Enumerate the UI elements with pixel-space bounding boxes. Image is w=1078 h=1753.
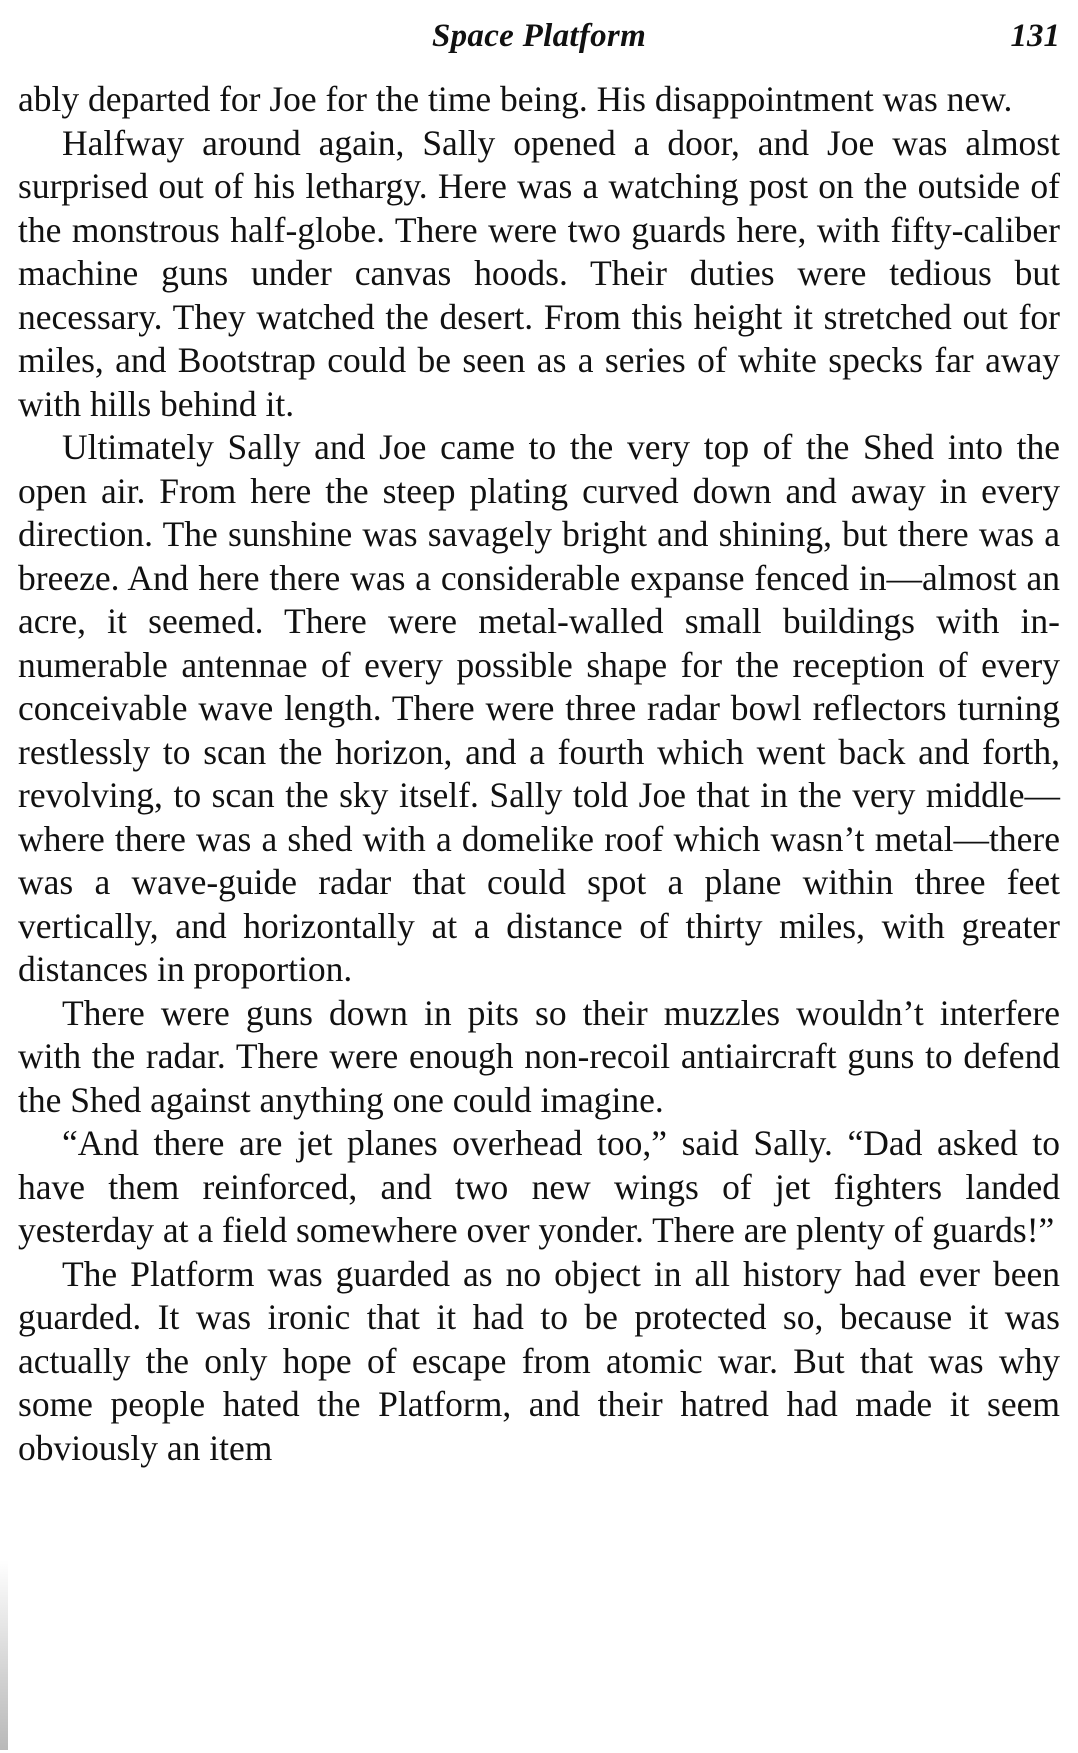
book-page [18,0,1060,1753]
paragraph: There were guns down in pits so their muzzles wouldn’t interfere with the radar. There were enough non-recoil antiaircraft guns to defend the Shed against anything one could imagine. [18,992,1060,1120]
paragraph: The Platform was guarded as no object in all history had ever been guarded. It was ironic that it had to be protected so, because it was actually the only hope of escape from atomic war. But that was why some people hated the Platform, and their hatred had made it seem obviously an item [18,1253,1060,1468]
paragraph-continued: ably departed for Joe for the time being. His disappointment was new. [18,79,1013,119]
paragraph: “And there are jet planes overhead too,” said Sally. “Dad asked to have them reinforced, and two new wings of jet fighters landed yesterday at a field somewhere over yonder. There are plenty of guards!” [18,1123,1060,1250]
paragraph: Ultimately Sally and Joe came to the very top of the Shed into the open air. From here the steep plating curved down and away in every direction. The sunshine was savagely bright and shining, but there was a breeze. And here there was a considerable expanse fenced in—almost an acre, it seemed. There were metal-walled small buildings with innumerable antennae of every possible shape for the reception of every conceivable wave length. There were three radar bowl reflectors turning restlessly to scan the horizon, and a fourth which went back and forth, revolving, to scan the sky itself. Sally told Joe that in the very middle—where there was a shed with a domelike roof which wasn’t metal—there was a wave-guide radar that could spot a plane within three feet vertically, and horizontally at a distance of thirty miles, with greater distances in proportion. [18,427,1060,989]
scan-edge-shadow [0,1560,8,1750]
running-title: Space Platform [431,18,647,54]
paragraph: Halfway around again, Sally opened a door, and Joe was almost surprised out of his lethargy. Here was a watching post on the outside of the monstrous half-globe. There were two guards here, with fifty-caliber machine guns under canvas hoods. Their duties were tedious but necessary. They watched the desert. From this height it stretched out for miles, and Bootstrap could be seen as a series of white specks far away with hills behind it. [18,122,1060,424]
page-number: 131 [1010,18,1060,54]
running-head [18,0,1060,78]
body-text [18,78,1060,1470]
